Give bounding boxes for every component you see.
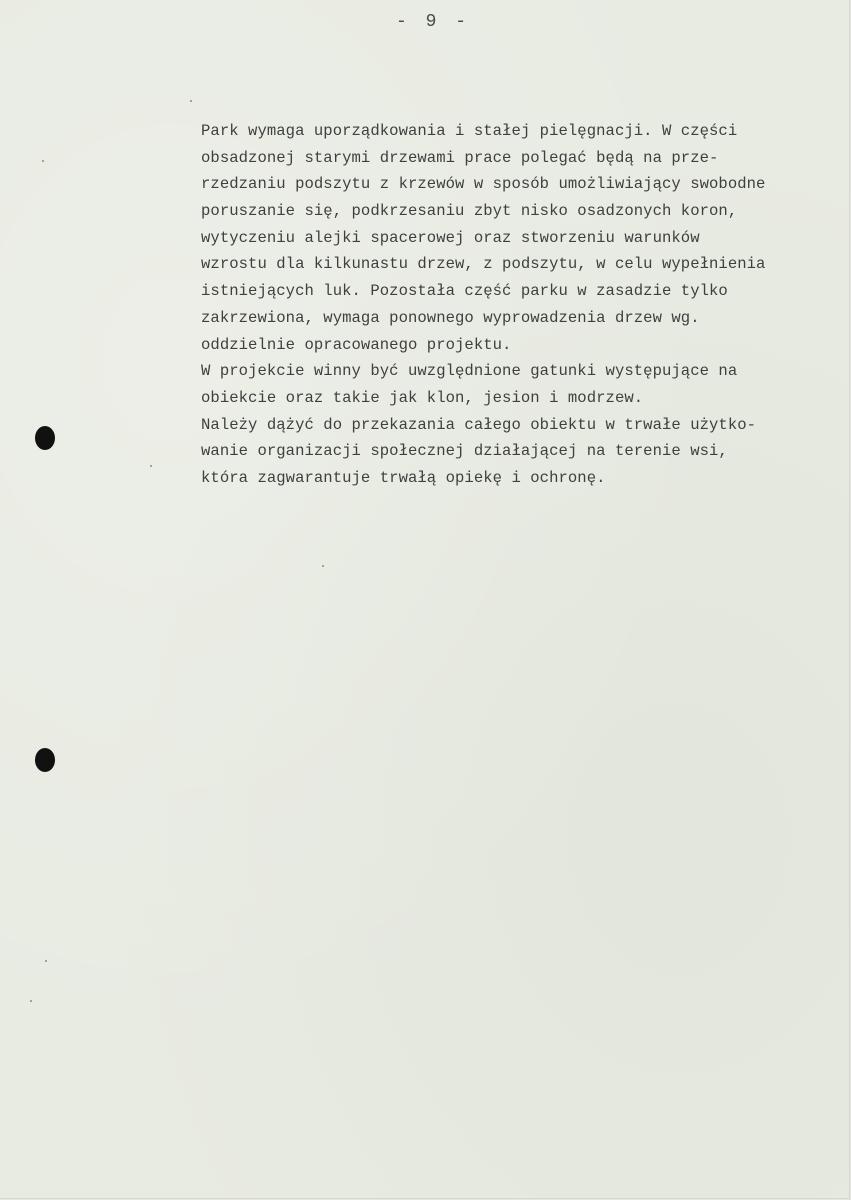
text-line: Należy dążyć do przekazania całego obiektu w trwałe użytko- [201, 415, 757, 434]
text-line: która zagwarantuje trwałą opiekę i ochronę. [201, 468, 606, 487]
text-line: wzrostu dla kilkunastu drzew, z podszytu, w celu wypełnienia [201, 255, 766, 274]
text-line: obiekcie oraz takie jak klon, jesion i modrzew. [201, 388, 644, 407]
punch-hole-top [35, 426, 55, 450]
text-line: Park wymaga uporządkowania i stałej pielęgnacji. W części [201, 122, 738, 140]
page-number: - 9 - [396, 12, 471, 32]
text-line: zakrzewiona, wymaga ponownego wyprowadzenia drzew wg. [201, 308, 700, 327]
text-line: oddzielnie opracowanego projektu. [201, 335, 512, 354]
paper-speck [150, 465, 152, 467]
text-line: istniejących luk. Pozostała część parku w zasadzie tylko [201, 282, 728, 301]
body-text [201, 118, 821, 492]
paper-speck [42, 160, 44, 162]
text-line: W projekcie winny być uwzględnione gatunki występujące na [201, 362, 738, 381]
paper-speck [45, 960, 47, 962]
text-line: obsadzonej starymi drzewami prace polegać będą na prze- [201, 148, 719, 167]
punch-hole-bottom [35, 748, 55, 772]
paper-speck [30, 1000, 32, 1002]
text-line: rzedzaniu podszytu z krzewów w sposób umożliwiający swobodne [201, 175, 766, 194]
text-line: wytyczeniu alejki spacerowej oraz stworzeniu warunków [201, 228, 700, 247]
text-line: poruszanie się, podkrzesaniu zbyt nisko osadzonych koron, [201, 202, 738, 221]
text-line: wanie organizacji społecznej działającej na terenie wsi, [201, 442, 728, 461]
paper-speck [322, 565, 324, 567]
paper-speck [190, 100, 192, 102]
